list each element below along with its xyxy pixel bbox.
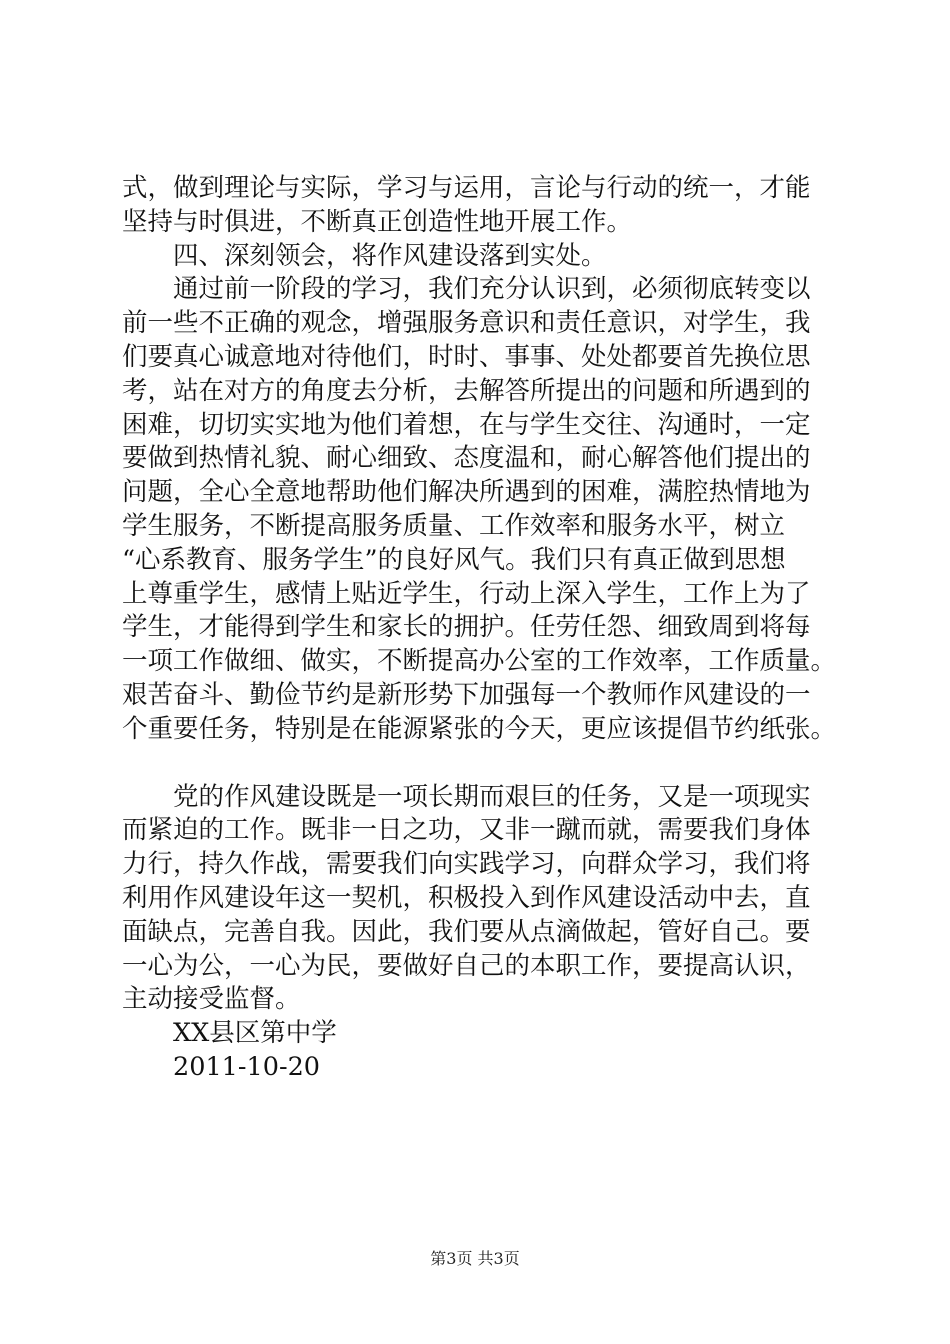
text-line: 考，站在对方的角度去分析，去解答所提出的问题和所遇到的 [122, 375, 811, 406]
text-line: 党的作风建设既是一项长期而艰巨的任务，又是一项现实 [122, 781, 811, 812]
text-line: 利用作风建设年这一契机，积极投入到作风建设活动中去，直 [122, 882, 811, 913]
paragraph-block-2 [122, 781, 842, 1018]
signature: XX县区第中学 [122, 1018, 337, 1049]
text-line: 学生，才能得到学生和家长的拥护。任劳任怨、细致周到将每 [122, 612, 811, 643]
text-line: 式，做到理论与实际，学习与运用，言论与行动的统一，才能 [122, 173, 811, 203]
section-heading: 四、深刻领会，将作风建设落到实处。 [122, 240, 607, 271]
paragraph-block-1 [122, 172, 842, 747]
text-line: 们要真心诚意地对待他们，时时、事事、处处都要首先换位思 [122, 341, 811, 372]
text-line: 困难，切切实实地为他们着想，在与学生交往、沟通时，一定 [122, 409, 811, 440]
text-line: 一心为公，一心为民，要做好自己的本职工作，要提高认识， [122, 950, 811, 981]
text-line: 坚持与时俱进，不断真正创造性地开展工作。 [122, 206, 633, 237]
text-line: 问题，全心全意地帮助他们解决所遇到的困难，满腔热情地为 [122, 477, 811, 508]
text-line: 主动接受监督。 [122, 984, 301, 1015]
text-line: 学生服务，不断提高服务质量、工作效率和服务水平，树立 [122, 510, 786, 541]
paragraph-gap [122, 747, 842, 781]
text-line: 艰苦奋斗、勤俭节约是新形势下加强每一个教师作风建设的一 [122, 679, 811, 710]
text-line: 个重要任务，特别是在能源紧张的今天，更应该提倡节约纸张。 [122, 713, 837, 744]
text-line: 要做到热情礼貌、耐心细致、态度温和，耐心解答他们提出的 [122, 443, 811, 474]
text-line: 一项工作做细、做实，不断提高办公室的工作效率，工作质量。 [122, 646, 837, 677]
text-line: 而紧迫的工作。既非一日之功，又非一蹴而就，需要我们身体 [122, 815, 811, 846]
text-line: 面缺点，完善自我。因此，我们要从点滴做起，管好自己。要 [122, 916, 811, 947]
text-line: 通过前一阶段的学习，我们充分认识到，必须彻底转变以 [122, 274, 811, 305]
text-line: “心系教育、服务学生”的良好风气。我们只有真正做到思想 [122, 544, 786, 575]
page-footer [0, 1246, 950, 1269]
text-line: 前一些不正确的观念，增强服务意识和责任意识，对学生，我 [122, 308, 811, 339]
text-line: 力行，持久作战，需要我们向实践学习，向群众学习，我们将 [122, 849, 811, 880]
document-body [122, 172, 842, 1085]
document-date: 2011-10-20 [122, 1051, 321, 1082]
text-line: 上尊重学生，感情上贴近学生，行动上深入学生，工作上为了 [122, 578, 811, 609]
page-indicator: 第3页 共3页 [430, 1249, 520, 1268]
